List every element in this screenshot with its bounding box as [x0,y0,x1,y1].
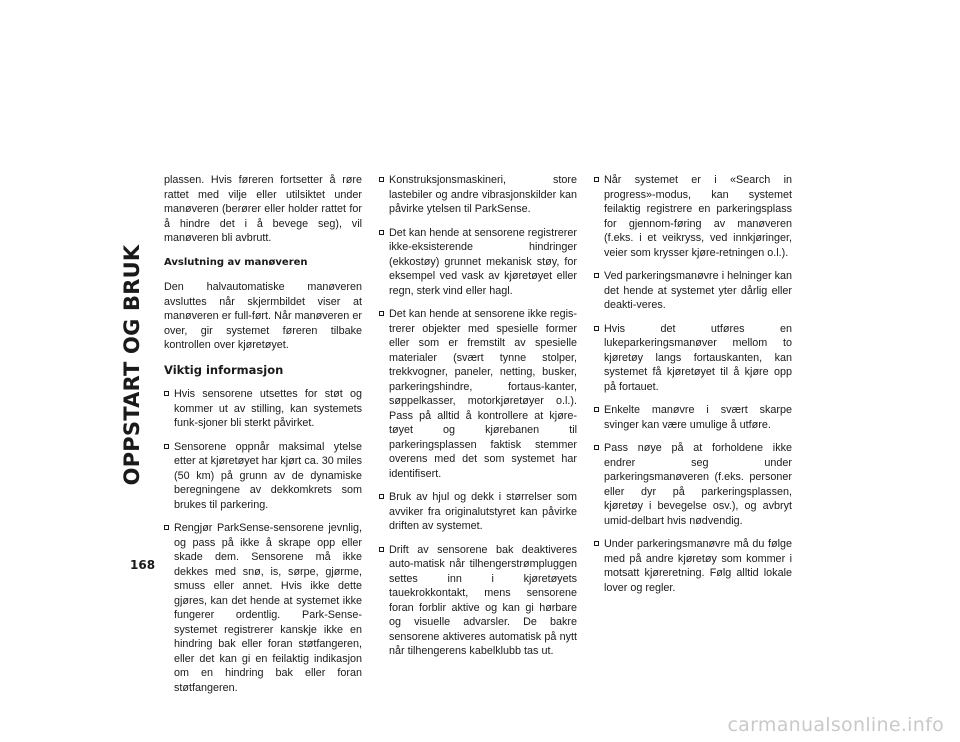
intro-paragraph: plassen. Hvis føreren fortsetter å røre rattet med vilje eller utilsiktet under manøveren (berører eller holder rattet for å hindre det i å bevege seg), vil manøveren bli avbrutt. [164,174,362,244]
bullet-list-col3 [594,173,792,595]
list-item: Enkelte manøvre i svært skarpe svinger kan være umulige å utføre. [594,403,792,432]
watermark-text: carmanualsonline.info [727,714,944,736]
square-bullet-icon [594,326,599,331]
text-column-1 [164,173,362,704]
heading-abort: Avslutning av manøveren [164,256,308,268]
list-item: Konstruksjonsmaskineri, store lastebiler og andre vibrasjonskilder kan påvirke ytelsen til ParkSense. [379,173,577,217]
list-item: Drift av sensorene bak deaktiveres auto-matisk når tilhengerstrømpluggen settes inn i kjøretøyets tauekrokkontakt, mens sensorene foran forblir aktive og kan gi hørbare og visuelle advarsler. De bakre sensorene aktiveres automatisk på nytt når tilhengerens kabelklubb tas ut. [379,543,577,659]
section-title-text: OPPSTART OG BRUK [120,244,144,486]
list-item: Bruk av hjul og dekk i størrelser som avviker fra originalutstyret kan påvirke driften av systemet. [379,490,577,534]
text-column-3 [594,173,792,604]
square-bullet-icon [379,494,384,499]
list-item: Sensorene oppnår maksimal ytelse etter at kjøretøyet har kjørt ca. 30 miles (50 km) på grunn av de dynamiske beregningene av dekkomkrets som brukes til parkering. [164,440,362,513]
page-number: 168 [130,558,156,572]
square-bullet-icon [379,177,384,182]
list-item: Rengjør ParkSense-sensorene jevnlig, og pass på ikke å skrape opp eller skade dem. Sensorene må ikke dekkes med snø, is, sørpe, gjørme, smuss eller annet. Hvis ikke dette gjøres, kan det hende at systemet ikke fungerer ordentlig. Park-Sense-systemet registrerer kanskje ikke en hindring bak eller foran støtfangeren, eller det kan gi en feilaktig indikasjon om en hindring bak eller foran støtfangeren. [164,521,362,695]
square-bullet-icon [164,444,169,449]
list-item: Når systemet er i «Search in progress»-modus, kan systemet feilaktig registrere en parkeringsplass for gjennom-føring av manøveren (f.eks. i et veikryss, ved innkjøringer, veier som krysser kjøre-retningen o.l.). [594,173,792,260]
square-bullet-icon [379,311,384,316]
bullet-list-col2 [379,173,577,659]
text-column-2 [379,173,577,668]
bullet-list-col1 [164,387,362,695]
square-bullet-icon [594,273,599,278]
list-item: Ved parkeringsmanøvre i helninger kan det hende at systemet yter dårlig eller deakti-veres. [594,269,792,313]
square-bullet-icon [164,525,169,530]
square-bullet-icon [594,177,599,182]
list-item: Under parkeringsmanøvre må du følge med på andre kjøretøy som kommer i motsatt kjøreretning. Følg alltid lokale lover og regler. [594,537,792,595]
list-item: Hvis det utføres en lukeparkeringsmanøver mellom to kjøretøy langs fortauskanten, kan systemet få kjøretøyet til å kjøre opp på fortauet. [594,322,792,395]
square-bullet-icon [594,407,599,412]
square-bullet-icon [164,391,169,396]
square-bullet-icon [594,541,599,546]
abort-paragraph: Den halvautomatiske manøveren avsluttes når skjermbildet viser at manøveren er full-ført. Når manøveren er over, gir systemet føreren tilbake kontrollen over kjøretøyet. [164,281,362,351]
list-item: Hvis sensorene utsettes for støt og kommer ut av stilling, kan systemets funk-sjoner bli sterkt påvirket. [164,387,362,431]
heading-important-info: Viktig informasjon [164,362,284,377]
list-item: Det kan hende at sensorene registrerer ikke-eksisterende hindringer (ekkostøy) grunnet mekanisk støy, for eksempel ved vask av kjøretøyet eller regn, sterk vind eller hagl. [379,226,577,299]
section-title-vertical [112,175,152,555]
square-bullet-icon [594,445,599,450]
square-bullet-icon [379,547,384,552]
list-item: Det kan hende at sensorene ikke regis-trerer objekter med spesielle former eller som er fremstilt av spesielle materialer (svært tynne stolper, trekkvogner, paneler, netting, busker, parkeringshindre, fortaus-kanter, søppelkasser, motorkjøretøyer o.l.). Pass på alltid å kontrollere at kjøre-tøyet og kjørebanen til parkeringsplassen faktisk stemmer overens med det som systemet har identifisert. [379,307,577,481]
list-item: Pass nøye på at forholdene ikke endrer seg under parkeringsmanøveren (f.eks. personer eller dyr på parkeringsplassen, kjøretøy i bevegelse osv.), og avbryt umid-delbart hvis nødvendig. [594,441,792,528]
square-bullet-icon [379,230,384,235]
